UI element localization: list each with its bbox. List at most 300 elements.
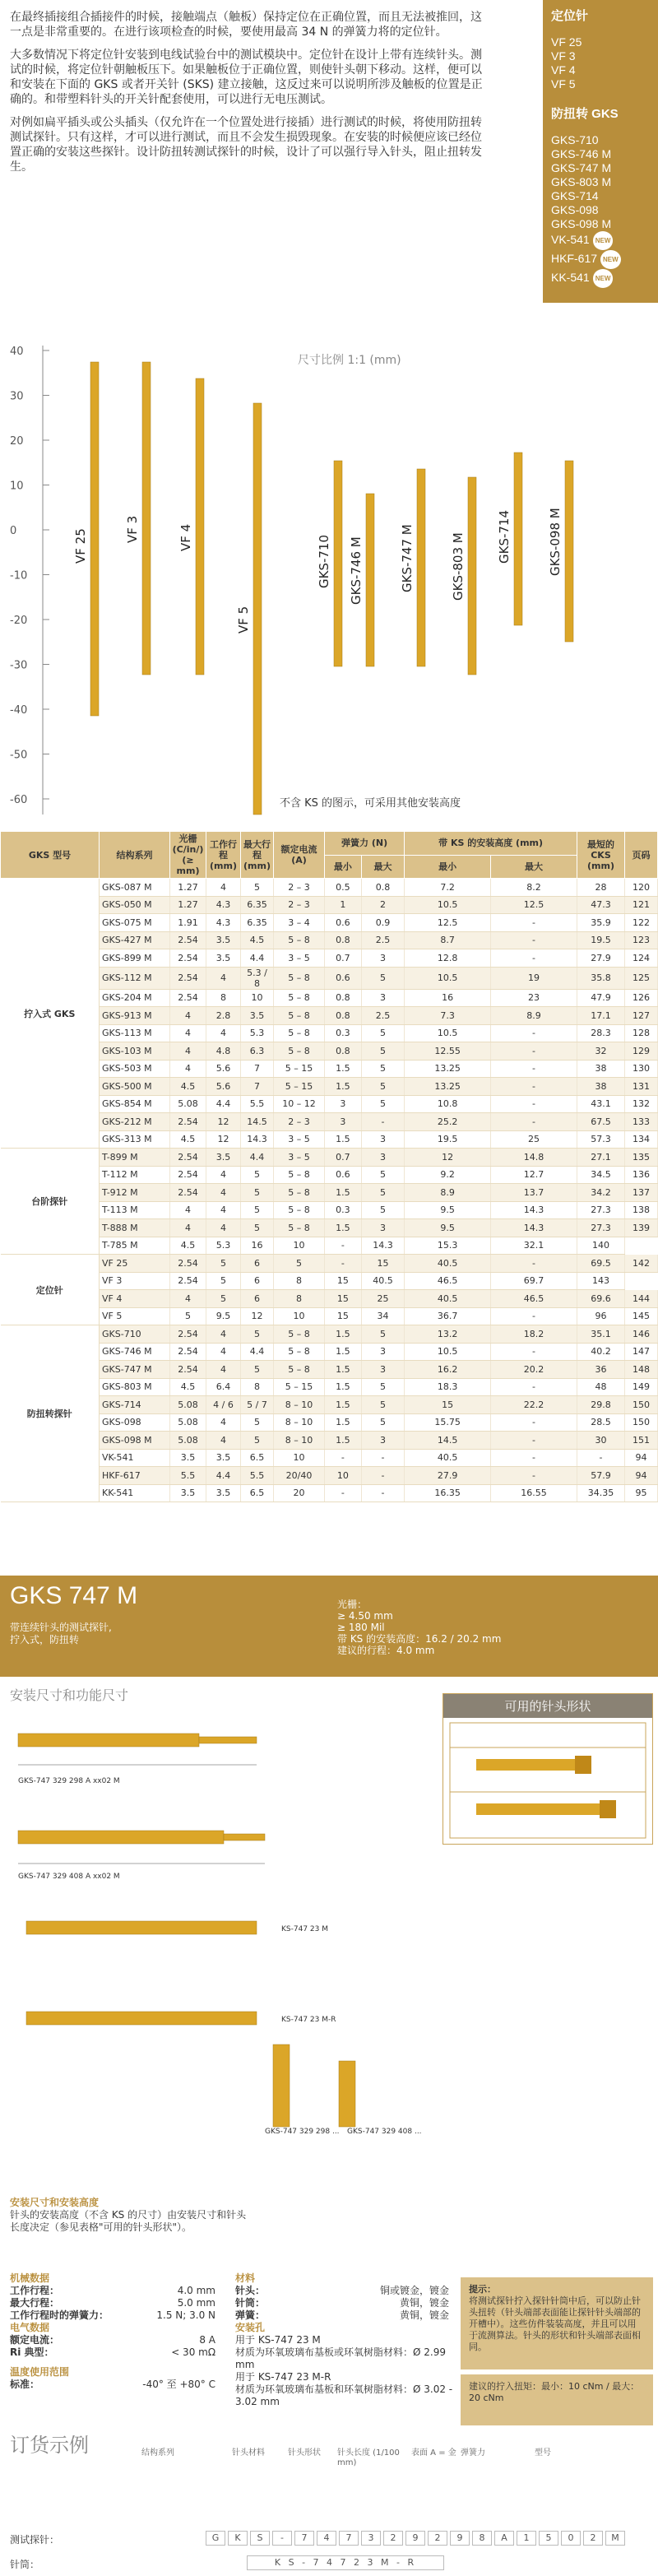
table-cell: 8.9 (491, 1007, 577, 1025)
sidebar-item[interactable]: VF 3 (551, 49, 576, 63)
table-cell: - (491, 949, 577, 968)
table-cell: - (491, 1060, 577, 1078)
table-cell: GKS-803 M (100, 1378, 170, 1396)
table-cell: 144 (625, 1290, 658, 1308)
order-code-cell: 0 (561, 2531, 581, 2546)
probe-label: VF 5 (236, 606, 251, 634)
table-cell: 124 (625, 949, 658, 968)
table-cell: 4 (206, 1413, 241, 1432)
table-row (1, 1307, 658, 1325)
table-cell: 5 – 8 (274, 1024, 325, 1042)
new-badge: NEW (593, 269, 614, 288)
table-cell: 128 (625, 1024, 658, 1042)
hole-line: 材质为环氧玻璃布基板或环氧树脂材料：Ø 2.99 mm (235, 2346, 446, 2370)
table-cell: 3.5 (206, 949, 241, 968)
table-cell: 5.3 (241, 1024, 274, 1042)
table-cell: 34.5 (577, 1166, 625, 1184)
sidebar-item[interactable]: GKS-803 M (551, 175, 612, 188)
table-cell: 4 (206, 1432, 241, 1450)
order-code-cell: 4 (317, 2531, 336, 2546)
table-cell: 5 (361, 1201, 404, 1219)
table-cell: 4.3 (206, 896, 241, 914)
table-cell: 149 (625, 1378, 658, 1396)
table-cell: 28 (577, 879, 625, 897)
table-cell: 4 (206, 1166, 241, 1184)
table-cell: 14.8 (491, 1149, 577, 1167)
table-row (1, 914, 658, 932)
table-cell: 28.5 (577, 1413, 625, 1432)
table-cell: 126 (625, 989, 658, 1007)
table-cell: 14.5 (405, 1432, 491, 1450)
sidebar-item[interactable]: GKS-746 M (551, 147, 612, 160)
table-cell: 5 – 8 (274, 1361, 325, 1379)
table-cell: 5 (241, 1413, 274, 1432)
table-cell: 4 (170, 1060, 206, 1078)
axis-tick-label: 10 (10, 480, 24, 493)
table-cell: 19 (491, 967, 577, 989)
table-cell: GKS-899 M (100, 949, 170, 968)
table-cell: 12 (206, 1113, 241, 1131)
col-header-current: 额定电流 (A) (274, 832, 325, 879)
table-row (1, 1113, 658, 1131)
table-row (1, 1325, 658, 1344)
table-cell: 96 (577, 1307, 625, 1325)
probe-illustrations (73, 362, 573, 815)
table-cell: 1.5 (325, 1361, 362, 1379)
table-cell: - (491, 1449, 577, 1467)
table-cell: 1.5 (325, 1060, 362, 1078)
table-cell: 4 (206, 1325, 241, 1344)
order-code-cell: 2 (383, 2531, 403, 2546)
table-cell: 3 (361, 1219, 404, 1237)
table-cell: GKS-913 M (100, 1007, 170, 1025)
table-row (1, 1095, 658, 1113)
table-cell: 40.5 (361, 1272, 404, 1290)
table-cell: 4 (206, 1343, 241, 1361)
table-cell: 4 / 6 (206, 1396, 241, 1414)
sidebar-item[interactable]: GKS-098 M (551, 217, 612, 230)
order-code-cell: S (250, 2531, 270, 2546)
table-cell: 5 (361, 1166, 404, 1184)
materials-data: 材料 针头： 铜或镀金，镀金 针筒： 黄铜，镀金 弹簧： 黄铜，镀金 (235, 2272, 449, 2321)
table-cell: 12.5 (405, 914, 491, 932)
table-cell: 0.5 (325, 879, 362, 897)
table-cell: 3.5 (206, 1149, 241, 1167)
table-cell: 4.4 (206, 1467, 241, 1485)
axis-tick-label: -20 (10, 615, 28, 627)
sidebar-group-locating (551, 35, 650, 91)
table-cell: 5.6 (206, 1060, 241, 1078)
order-code-cell: 2 (428, 2531, 447, 2546)
table-cell: 8.9 (405, 1184, 491, 1202)
table-cell: 2 – 3 (274, 1113, 325, 1131)
sidebar-item[interactable]: VF 25 (551, 35, 582, 49)
col-header-min-cks: 最短的 CKS (mm) (577, 832, 625, 879)
sidebar-navigation (543, 0, 658, 303)
table-cell: 4 (206, 1219, 241, 1237)
table-cell: 8.2 (491, 879, 577, 897)
table-cell: GKS-098 M (100, 1432, 170, 1450)
table-cell: 8 (274, 1290, 325, 1308)
order-code-cell: G (206, 2531, 225, 2546)
table-cell: 4.4 (241, 949, 274, 968)
sidebar-heading-locating: 定位针 (551, 9, 589, 23)
table-cell: 5 – 8 (274, 1184, 325, 1202)
axis-tick-label: 30 (10, 390, 24, 403)
new-badge: NEW (600, 250, 621, 269)
col-header-grid: 光栅 (C/in/) (≥ mm) (170, 832, 206, 879)
data-row: 标准： -40° 至 +80° C (10, 2379, 215, 2390)
table-cell: 8 (241, 1378, 274, 1396)
table-cell: 20/40 (274, 1467, 325, 1485)
table-cell: 146 (625, 1325, 658, 1344)
table-cell: GKS-204 M (100, 989, 170, 1007)
table-cell: - (491, 1413, 577, 1432)
table-cell: 3 – 4 (274, 914, 325, 932)
order-code-cell: 3 (361, 2531, 381, 2546)
table-cell: 5 (206, 1272, 241, 1290)
table-cell: 27.9 (405, 1467, 491, 1485)
table-cell: 6.35 (241, 896, 274, 914)
order-code-cell: K (228, 2531, 248, 2546)
sidebar-item[interactable]: VF 4 (551, 63, 576, 77)
table-row (1, 1432, 658, 1450)
sidebar-heading-anti-twist: 防扭转 GKS (551, 107, 619, 121)
table-cell: 16.55 (491, 1484, 577, 1502)
table-cell: 4 (170, 1219, 206, 1237)
table-cell: 2.54 (170, 1149, 206, 1167)
table-cell: 4.8 (206, 1042, 241, 1061)
table-cell: 15 (325, 1290, 362, 1308)
col-header-series: 结构系列 (100, 832, 170, 879)
table-cell: 7 (241, 1078, 274, 1096)
table-row (1, 1060, 658, 1078)
table-cell: GKS-112 M (100, 967, 170, 989)
table-cell: - (491, 1024, 577, 1042)
table-cell: 30 (577, 1432, 625, 1450)
table-cell: 12 (206, 1130, 241, 1149)
order-header: 针头形状 (288, 2448, 321, 2458)
table-row (1, 1184, 658, 1202)
table-cell: 5 – 8 (274, 967, 325, 989)
probe-label: VF 25 (73, 528, 88, 564)
table-cell: 4 (206, 1024, 241, 1042)
table-cell: 5.5 (241, 1095, 274, 1113)
table-cell: 6.3 (241, 1042, 274, 1061)
table-cell: 5 / 7 (241, 1396, 274, 1414)
subheader-height-min: 最小 (405, 855, 491, 879)
table-cell: 1.5 (325, 1432, 362, 1450)
table-cell: 5 (241, 1201, 274, 1219)
order-code-cell: M (605, 2531, 625, 2546)
table-cell: 3 – 5 (274, 1149, 325, 1167)
table-cell: 133 (625, 1113, 658, 1131)
table-cell: T-899 M (100, 1149, 170, 1167)
table-cell: 4 (170, 1290, 206, 1308)
table-cell: 1.5 (325, 1078, 362, 1096)
table-cell: 14.3 (491, 1219, 577, 1237)
table-cell: 2.54 (170, 1184, 206, 1202)
order-code-cell: 7 (339, 2531, 359, 2546)
table-cell: 6.5 (241, 1484, 274, 1502)
table-cell: 4 (170, 1007, 206, 1025)
table-row (1, 931, 658, 949)
table-row (1, 1255, 658, 1273)
table-cell: 12.7 (491, 1166, 577, 1184)
table-cell: 1.5 (325, 1184, 362, 1202)
table-cell: 2.54 (170, 1255, 206, 1273)
table-cell: 27.1 (577, 1149, 625, 1167)
table-cell: 3.5 (241, 1007, 274, 1025)
table-cell: 4 (206, 967, 241, 989)
data-row: 弹簧： 黄铜，镀金 (235, 2309, 449, 2321)
table-cell: - (577, 1449, 625, 1467)
sidebar-item[interactable]: GKS-747 M (551, 161, 612, 174)
probe-shape (253, 403, 262, 815)
subheader-spring-max: 最大 (361, 855, 404, 879)
col-header-type: GKS 型号 (1, 832, 100, 879)
sidebar-item[interactable]: VK-541 NEW (551, 231, 650, 250)
table-cell: 12 (405, 1149, 491, 1167)
table-cell: 0.9 (361, 914, 404, 932)
table-cell: 12.55 (405, 1042, 491, 1061)
table-row (1, 1484, 658, 1502)
table-cell: 10 (325, 1467, 362, 1485)
table-cell: 48 (577, 1378, 625, 1396)
table-cell: 4.4 (206, 1095, 241, 1113)
table-row (1, 1361, 658, 1379)
table-cell: 127 (625, 1007, 658, 1025)
gks747-subtitle: 带连续针头的测试探针, 拧入式，防扭转 (10, 1622, 112, 1645)
table-cell: 35.1 (577, 1325, 625, 1344)
sidebar-item[interactable]: GKS-098 (551, 203, 599, 216)
table-cell: 4 (206, 1361, 241, 1379)
data-row: 最大行程： 5.0 mm (10, 2297, 215, 2309)
table-cell: 20.2 (491, 1361, 577, 1379)
table-cell: 4.5 (170, 1130, 206, 1149)
table-cell: 15 (361, 1255, 404, 1273)
table-cell: VF 25 (100, 1255, 170, 1273)
table-cell: T-112 M (100, 1166, 170, 1184)
sidebar-item[interactable]: GKS-714 (551, 189, 599, 202)
axis-tick-label: 40 (10, 346, 24, 358)
table-cell: GKS-212 M (100, 1113, 170, 1131)
caption-a: GKS-747 329 298 A xx02 M (18, 1777, 120, 1785)
table-cell: 145 (625, 1307, 658, 1325)
table-cell: 151 (625, 1432, 658, 1450)
probe-a-plunger (199, 1737, 257, 1743)
table-cell: 36.7 (405, 1307, 491, 1325)
table-cell: 3 (361, 1343, 404, 1361)
table-cell: 3 (361, 1149, 404, 1167)
table-cell: 47.3 (577, 896, 625, 914)
table-row (1, 1149, 658, 1167)
table-cell: 5 (274, 1255, 325, 1273)
table-cell: 4 (170, 1042, 206, 1061)
probe-spec-table (0, 831, 658, 1502)
table-cell: 40.2 (577, 1343, 625, 1361)
table-cell: 10.8 (405, 1095, 491, 1113)
probe-label: GKS-710 (317, 534, 331, 588)
table-cell: 0.3 (325, 1201, 362, 1219)
axis-tick-label: -60 (10, 794, 28, 806)
table-cell: 1.5 (325, 1325, 362, 1344)
table-row (1, 1290, 658, 1308)
table-cell: VF 5 (100, 1307, 170, 1325)
table-row (1, 1396, 658, 1414)
table-cell: 27.3 (577, 1201, 625, 1219)
table-cell: 4 (170, 1024, 206, 1042)
probe-b-body (18, 1831, 224, 1844)
table-cell: 25 (491, 1130, 577, 1149)
table-cell: 4.5 (170, 1237, 206, 1255)
tip-shapes-title: 可用的针头形状 (443, 1694, 652, 1718)
table-row (1, 1024, 658, 1042)
sidebar-item[interactable]: GKS-710 (551, 133, 599, 146)
table-cell: 3 (361, 1432, 404, 1450)
table-cell: 5.6 (206, 1078, 241, 1096)
table-cell: 5 (361, 1095, 404, 1113)
sidebar-group-anti-twist (551, 133, 650, 288)
caption-e: GKS-747 329 298 ... (265, 2128, 340, 2135)
table-cell: 19.5 (405, 1130, 491, 1149)
table-cell: GKS-747 M (100, 1361, 170, 1379)
order-header: 型号 (535, 2448, 551, 2458)
table-cell: GKS-710 (100, 1325, 170, 1344)
table-cell: 38 (577, 1060, 625, 1078)
table-cell: 1.5 (325, 1413, 362, 1432)
table-row (1, 1078, 658, 1096)
table-cell: 4.4 (241, 1343, 274, 1361)
table-cell: 18.3 (405, 1378, 491, 1396)
order-example-title: 订货示例 (10, 2434, 89, 2457)
table-cell: 15.3 (405, 1237, 491, 1255)
table-cell: - (491, 931, 577, 949)
table-cell: 69.6 (577, 1290, 625, 1308)
table-cell: 5.5 (170, 1467, 206, 1485)
table-cell: 150 (625, 1396, 658, 1414)
table-cell: 9.2 (405, 1166, 491, 1184)
table-cell: 67.5 (577, 1113, 625, 1131)
table-cell: 0.8 (361, 879, 404, 897)
probe-label: GKS-747 M (400, 524, 415, 592)
table-cell: 29.8 (577, 1396, 625, 1414)
order-code-cell: A (494, 2531, 514, 2546)
table-cell: GKS-503 M (100, 1060, 170, 1078)
table-cell: 5 – 8 (274, 1007, 325, 1025)
table-cell: 125 (625, 967, 658, 989)
table-cell: GKS-500 M (100, 1078, 170, 1096)
sidebar-item[interactable]: HKF-617 NEW (551, 250, 650, 269)
table-cell: 0.6 (325, 914, 362, 932)
table-cell: KK-541 (100, 1484, 170, 1502)
gks747-specs: 光栅： ≥ 4.50 mm ≥ 180 Mil 带 KS 的安装高度：16.2 / 20.2 mm 建议的行程：4.0 mm (337, 1599, 502, 1656)
data-row: 工作行程： 4.0 mm (10, 2285, 215, 2296)
table-cell: 0.6 (325, 967, 362, 989)
table-cell: 4 (170, 1201, 206, 1219)
table-cell: 1.27 (170, 896, 206, 914)
probe-label: GKS-803 M (451, 532, 466, 601)
table-cell: 14.3 (241, 1130, 274, 1149)
table-cell: - (325, 1237, 362, 1255)
table-cell: 6 (241, 1272, 274, 1290)
probe-label: VF 4 (178, 523, 193, 551)
table-cell: 17.1 (577, 1007, 625, 1025)
table-cell: 3 – 5 (274, 949, 325, 968)
sidebar-item[interactable]: KK-541 NEW (551, 269, 650, 288)
table-cell: 5 – 8 (274, 1201, 325, 1219)
table-row (1, 1413, 658, 1432)
group-label: 台阶探针 (1, 1149, 100, 1255)
table-cell: 122 (625, 914, 658, 932)
table-cell: 32.1 (491, 1237, 577, 1255)
order-header: 结构系列 (141, 2448, 174, 2458)
table-cell: 7.2 (405, 879, 491, 897)
table-cell: 14.3 (491, 1201, 577, 1219)
drawing-footnote: 不含 KS 的图示，可采用其他安装高度 (280, 797, 461, 810)
table-cell: 5 – 15 (274, 1378, 325, 1396)
table-cell: 12.5 (491, 896, 577, 914)
table-cell: 143 (577, 1272, 625, 1290)
sidebar-item[interactable]: VF 5 (551, 77, 576, 91)
col-header-max-stroke: 最大行程 (mm) (241, 832, 274, 879)
table-cell: 2.54 (170, 1272, 206, 1290)
table-cell: 5 – 8 (274, 1042, 325, 1061)
table-cell: - (491, 1378, 577, 1396)
table-cell: 1 (325, 896, 362, 914)
hole-line: 用于 KS-747 23 M (235, 2334, 321, 2346)
table-cell: 150 (625, 1413, 658, 1432)
table-cell: 132 (625, 1095, 658, 1113)
table-cell: 36 (577, 1361, 625, 1379)
torque-box: 建议的拧入扭矩：最小：10 cNm / 最大：20 cNm (461, 2374, 653, 2425)
table-cell: GKS-050 M (100, 896, 170, 914)
table-cell: - (325, 1484, 362, 1502)
col-header-work-stroke: 工作行程 (mm) (206, 832, 241, 879)
order-code-cell: 2 (583, 2531, 603, 2546)
table-cell: 0.8 (325, 1007, 362, 1025)
table-cell: 4.5 (241, 931, 274, 949)
table-cell: - (491, 1095, 577, 1113)
table-cell: - (325, 1255, 362, 1273)
table-cell: 8 – 10 (274, 1396, 325, 1414)
table-cell: 13.7 (491, 1184, 577, 1202)
probe-b-plunger (224, 1834, 265, 1840)
probe-shape (90, 362, 99, 716)
table-cell: 16 (241, 1237, 274, 1255)
table-cell: 16.35 (405, 1484, 491, 1502)
table-cell: GKS-746 M (100, 1343, 170, 1361)
table-cell: 5 (170, 1307, 206, 1325)
probe-shape (417, 469, 425, 666)
table-cell: 14.3 (361, 1237, 404, 1255)
table-cell: T-785 M (100, 1237, 170, 1255)
table-cell: 13.25 (405, 1078, 491, 1096)
table-cell: HKF-617 (100, 1467, 170, 1485)
table-cell: 140 (577, 1237, 625, 1255)
table-row (1, 967, 658, 989)
col-header-page: 页码 (625, 832, 658, 879)
table-cell: 136 (625, 1166, 658, 1184)
table-cell: 32 (577, 1042, 625, 1061)
table-cell: 34 (361, 1307, 404, 1325)
axis-tick-label: 20 (10, 435, 24, 448)
order-code-cell: 7 (294, 2531, 314, 2546)
data-row: 工作行程时的弹簧力： 1.5 N; 3.0 N (10, 2309, 215, 2321)
table-cell: 5.3 / 8 (241, 967, 274, 989)
table-cell: 2.8 (206, 1007, 241, 1025)
scale-note: 尺寸比例 1:1 (mm) (298, 354, 401, 367)
